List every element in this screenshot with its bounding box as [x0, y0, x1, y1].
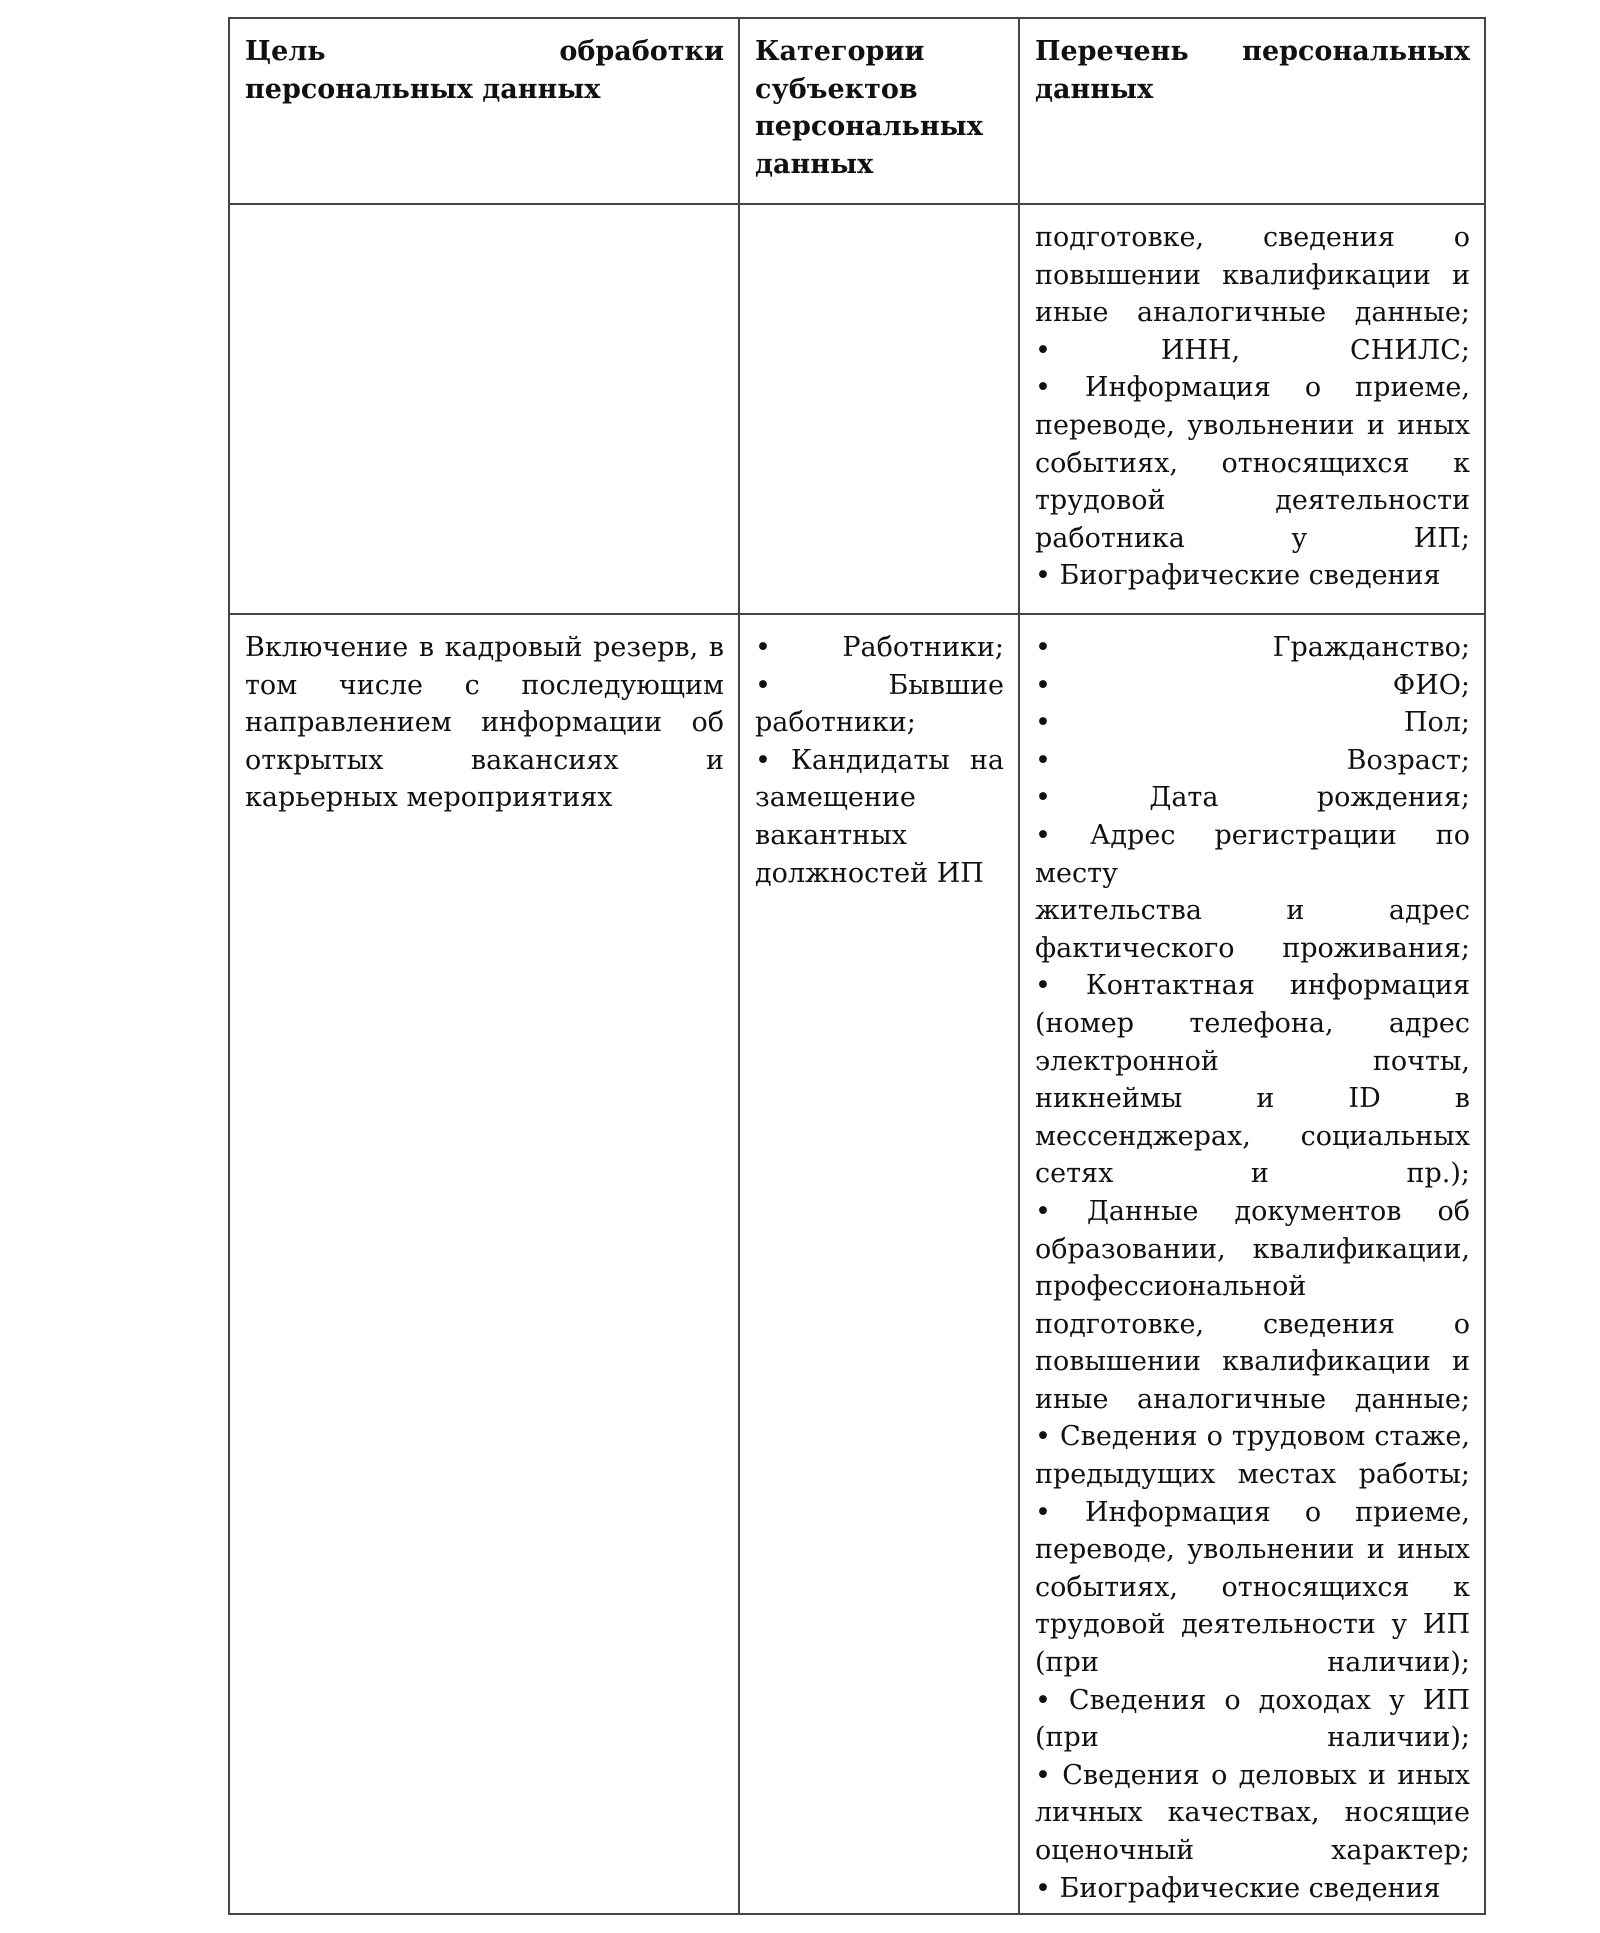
cell-text-line: оценочный характер;	[1035, 1835, 1470, 1866]
cell-purpose	[229, 204, 739, 614]
cell-text-line: • Сведения о доходах у ИП	[1035, 1684, 1470, 1716]
cell-text-line: • ИНН, СНИЛС;	[1035, 334, 1470, 366]
cell-text-line: вакантных	[755, 819, 907, 851]
cell-text-line: предыдущих местах работы;	[1035, 1459, 1470, 1491]
cell-text-line: мессенджерах, социальных	[1035, 1120, 1470, 1152]
cell-text-line: фактического проживания;	[1035, 932, 1470, 964]
cell-text-line: (при наличии);	[1035, 1722, 1470, 1754]
cell-text-line: Включение в кадровый резерв, в	[245, 632, 724, 663]
cell-text-line: • Адрес регистрации по месту	[1035, 819, 1470, 889]
cell-text-line: • Биографические сведения	[1035, 1872, 1441, 1904]
cell-text-line: иные аналогичные данные;	[1035, 1383, 1470, 1415]
cell-text-line: • Кандидаты на	[755, 744, 1004, 776]
cell-text-line: • Сведения о деловых и иных	[1035, 1759, 1470, 1791]
cell-text-line: событиях, относящихся к	[1035, 447, 1470, 479]
cell-text-line: • ФИО;	[1035, 669, 1470, 701]
cell-text-line: • Данные документов об	[1035, 1195, 1470, 1227]
cell-text-line: • Информация о приеме,	[1035, 1496, 1470, 1528]
cell-data-list	[1019, 204, 1485, 614]
cell-text-line: • Биографические сведения	[1035, 560, 1441, 592]
cell-text-line: (номер телефона, адрес	[1035, 1007, 1470, 1039]
cell-text-line: трудовой деятельности	[1035, 485, 1470, 517]
cell-text-line: повышении квалификации и	[1035, 1346, 1470, 1378]
cell-text-line: работника у ИП;	[1035, 522, 1470, 554]
cell-text-line: образовании, квалификации,	[1035, 1233, 1470, 1265]
cell-text-line: никнеймы и ID в	[1035, 1083, 1470, 1115]
personal-data-table	[228, 17, 1486, 1915]
cell-text-line: • Дата рождения;	[1035, 782, 1470, 814]
table-row	[229, 614, 1485, 1914]
cell-subjects	[739, 614, 1019, 1914]
header-purpose-text: Цель обработки персональных данных	[245, 36, 724, 105]
cell-text-line: • Бывшие	[755, 669, 1004, 701]
cell-text-line: должностей ИП	[755, 857, 984, 889]
cell-text-line: направлением информации об	[245, 707, 724, 739]
cell-text-line: • Работники;	[755, 632, 1004, 663]
cell-text-line: жительства и адрес	[1035, 895, 1470, 927]
cell-text-line: замещение	[755, 782, 916, 814]
cell-subjects	[739, 204, 1019, 614]
cell-purpose	[229, 614, 739, 1914]
cell-text-line: электронной почты,	[1035, 1045, 1470, 1077]
table-header-row	[229, 18, 1485, 204]
table-row	[229, 204, 1485, 614]
cell-text-line: трудовой деятельности у ИП	[1035, 1609, 1470, 1641]
cell-text-line: событиях, относящихся к	[1035, 1571, 1470, 1603]
cell-text-line: • Информация о приеме,	[1035, 372, 1470, 404]
cell-text-line: (при наличии);	[1035, 1647, 1470, 1679]
cell-text-line: том числе с последующим	[245, 669, 724, 701]
cell-text-line: • Пол;	[1035, 707, 1470, 739]
header-data-list-text: Перечень персональных данных	[1035, 36, 1470, 105]
cell-text-line: повышении квалификации и	[1035, 259, 1470, 291]
cell-text-line: сетях и пр.);	[1035, 1158, 1470, 1190]
cell-text-line: личных качествах, носящие	[1035, 1797, 1470, 1829]
cell-text-line: переводе, увольнении и иных	[1035, 1534, 1470, 1566]
cell-text-line: карьерных мероприятиях	[245, 782, 613, 814]
cell-text-line: подготовке, сведения о	[1035, 222, 1470, 253]
cell-text-line: работники;	[755, 707, 916, 739]
cell-text-line: переводе, увольнении и иных	[1035, 409, 1470, 441]
cell-text-line: • Контактная информация	[1035, 970, 1470, 1002]
cell-text-line: профессиональной	[1035, 1271, 1307, 1303]
header-purpose	[229, 18, 739, 204]
cell-data-list	[1019, 614, 1485, 1914]
cell-text-line: иные аналогичные данные;	[1035, 297, 1470, 329]
cell-text-line: открытых вакансиях и	[245, 744, 724, 776]
cell-text-line: • Сведения о трудовом стаже,	[1035, 1421, 1470, 1453]
header-subjects-text: Категории субъектов персональных данных	[755, 36, 983, 180]
cell-text-line: • Гражданство;	[1035, 632, 1470, 663]
cell-text-line: подготовке, сведения о	[1035, 1308, 1470, 1340]
header-subjects	[739, 18, 1019, 204]
cell-text-line: • Возраст;	[1035, 744, 1470, 776]
header-data-list	[1019, 18, 1485, 204]
